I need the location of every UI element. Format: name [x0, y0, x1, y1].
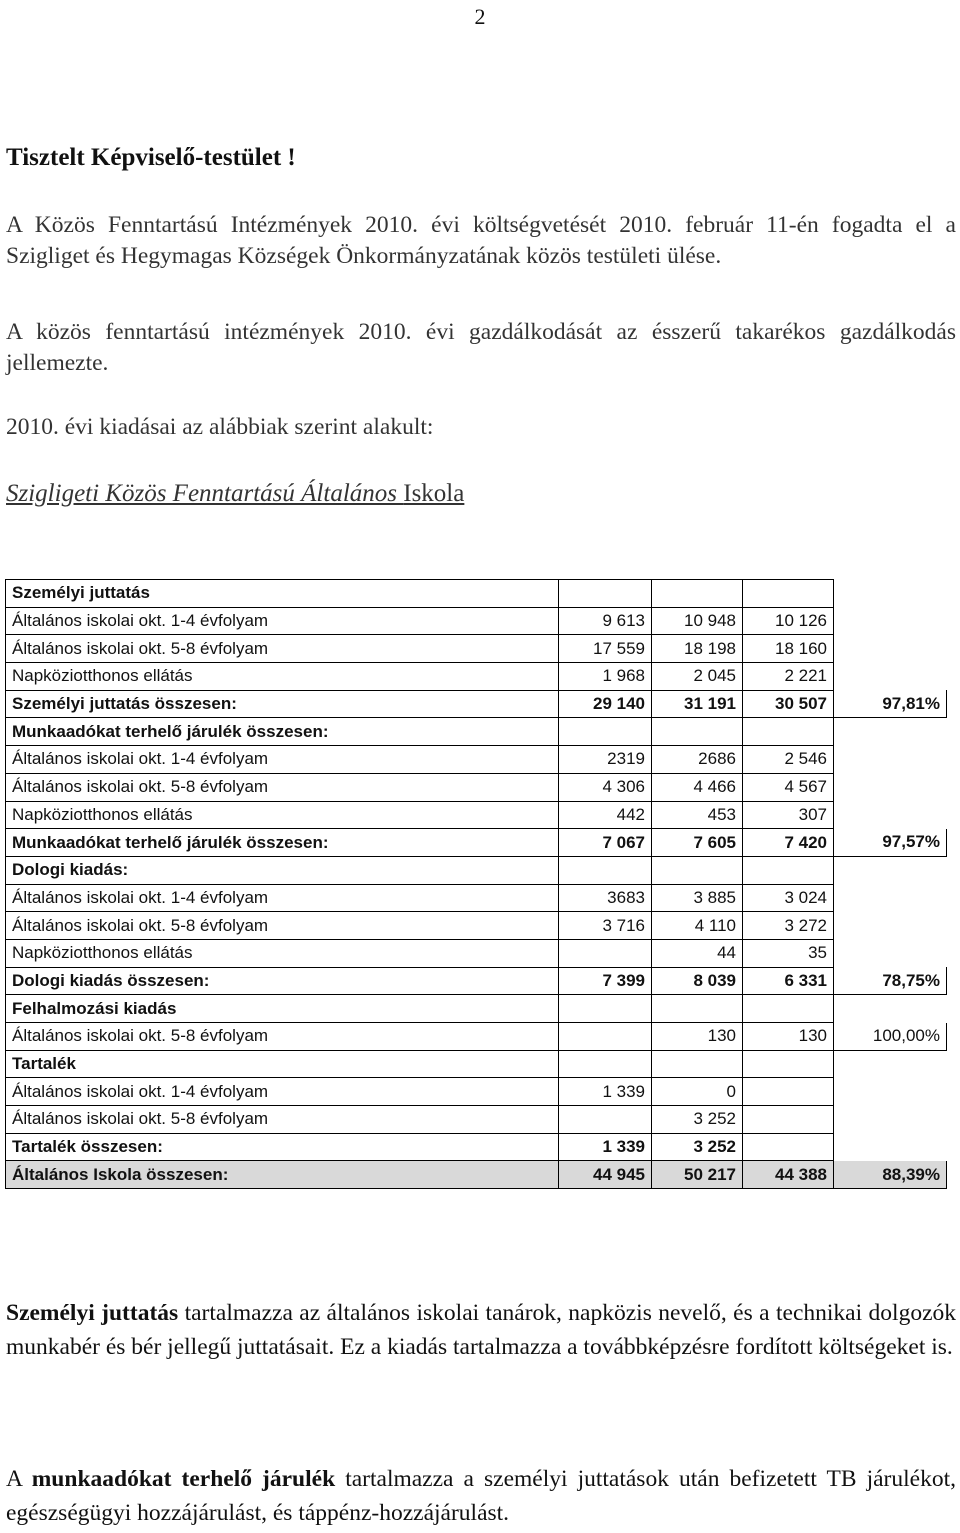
table-row — [6, 663, 947, 691]
cell-value-3: 4 567 — [743, 773, 834, 801]
cell-value-3: 2 546 — [743, 746, 834, 774]
cell-value-4 — [834, 884, 947, 912]
cell-value-1: 9 613 — [559, 607, 652, 635]
cell-value-4 — [834, 718, 947, 746]
row-label: Tartalék — [6, 1050, 559, 1078]
cell-value-3: 307 — [743, 801, 834, 829]
school-title-plain: Iskola — [403, 480, 465, 507]
table-row — [6, 884, 947, 912]
cell-value-3: 3 272 — [743, 912, 834, 940]
cell-value-3: 7 420 — [743, 829, 834, 857]
intro-paragraph-3: 2010. évi kiadásai az alábbiak szerint alakult: — [6, 414, 434, 440]
cell-value-3 — [743, 580, 834, 608]
cell-value-2: 7 605 — [652, 829, 743, 857]
cell-value-4: 78,75% — [834, 967, 947, 995]
cell-value-3: 18 160 — [743, 635, 834, 663]
cell-value-4 — [834, 801, 947, 829]
table-row — [6, 1050, 947, 1078]
cell-value-4 — [834, 773, 947, 801]
cell-value-4: 100,00% — [834, 1023, 947, 1051]
intro-paragraph-1: A Közös Fenntartású Intézmények 2010. évi költségvetését 2010. február 11-én fogadta el a Szigliget és Hegymagas Községek Önkormányzatának közös testületi ülése. — [6, 212, 956, 269]
cell-value-2: 3 252 — [652, 1133, 743, 1161]
table-row — [6, 912, 947, 940]
cell-value-2 — [652, 1050, 743, 1078]
row-label: Tartalék összesen: — [6, 1133, 559, 1161]
table-row — [6, 718, 947, 746]
cell-value-3: 44 388 — [743, 1161, 834, 1189]
explanation-contribution-term: munkaadókat terhelő járulék — [31, 1466, 336, 1492]
cell-value-3 — [743, 718, 834, 746]
row-label: Személyi juttatás — [6, 580, 559, 608]
cell-value-2: 2 045 — [652, 663, 743, 691]
table-row — [6, 746, 947, 774]
explanation-contribution — [6, 1462, 956, 1530]
cell-value-1 — [559, 718, 652, 746]
cell-value-1: 3 716 — [559, 912, 652, 940]
cell-value-1 — [559, 580, 652, 608]
cell-value-1: 44 945 — [559, 1161, 652, 1189]
cell-value-2: 130 — [652, 1023, 743, 1051]
cell-value-2: 2686 — [652, 746, 743, 774]
cell-value-2 — [652, 718, 743, 746]
row-label: Általános iskolai okt. 1-4 évfolyam — [6, 607, 559, 635]
cell-value-1: 1 339 — [559, 1078, 652, 1106]
cell-value-1 — [559, 1106, 652, 1134]
cell-value-4 — [834, 635, 947, 663]
cell-value-2: 50 217 — [652, 1161, 743, 1189]
row-label: Napköziotthonos ellátás — [6, 801, 559, 829]
table-row — [6, 829, 947, 857]
cell-value-2: 8 039 — [652, 967, 743, 995]
row-label: Napköziotthonos ellátás — [6, 663, 559, 691]
cell-value-4: 88,39% — [834, 1161, 947, 1189]
cell-value-1: 29 140 — [559, 690, 652, 718]
budget-table-body — [6, 580, 947, 1189]
cell-value-1 — [559, 1023, 652, 1051]
cell-value-1 — [559, 995, 652, 1023]
cell-value-1 — [559, 856, 652, 884]
explanation-personal-text: tartalmazza az általános iskolai tanárok, napközis nevelő, és a technikai dolgozók munkabér és bér jellegű juttatásait. Ez a kiadás tartalmazza a továbbképzésre fordított költségeket is. — [6, 1300, 957, 1360]
table-row — [6, 856, 947, 884]
cell-value-2: 10 948 — [652, 607, 743, 635]
row-label: Munkaadókat terhelő járulék összesen: — [6, 829, 559, 857]
cell-value-4 — [834, 856, 947, 884]
row-label: Általános iskolai okt. 5-8 évfolyam — [6, 912, 559, 940]
cell-value-2 — [652, 580, 743, 608]
cell-value-2: 3 885 — [652, 884, 743, 912]
row-label: Általános iskolai okt. 1-4 évfolyam — [6, 1078, 559, 1106]
table-row — [6, 967, 947, 995]
row-label: Munkaadókat terhelő járulék összesen: — [6, 718, 559, 746]
cell-value-3 — [743, 1050, 834, 1078]
intro-paragraph-2: A közös fenntartású intézmények 2010. évi gazdálkodását az ésszerű takarékos gazdálkodás jellemezte. — [6, 319, 956, 376]
cell-value-4 — [834, 1133, 947, 1161]
page-number: 2 — [474, 4, 486, 29]
cell-value-1: 442 — [559, 801, 652, 829]
school-title — [6, 480, 464, 508]
table-row — [6, 580, 947, 608]
cell-value-4 — [834, 1078, 947, 1106]
explanation-personal — [6, 1296, 956, 1364]
row-label: Általános iskolai okt. 1-4 évfolyam — [6, 746, 559, 774]
cell-value-4 — [834, 995, 947, 1023]
table-row — [6, 1106, 947, 1134]
row-label: Felhalmozási kiadás — [6, 995, 559, 1023]
row-label: Személyi juttatás összesen: — [6, 690, 559, 718]
table-row — [6, 1078, 947, 1106]
cell-value-1: 4 306 — [559, 773, 652, 801]
cell-value-2: 18 198 — [652, 635, 743, 663]
cell-value-3: 35 — [743, 939, 834, 967]
explanation-contribution-start: A — [6, 1466, 32, 1492]
cell-value-4 — [834, 939, 947, 967]
cell-value-2 — [652, 856, 743, 884]
cell-value-1: 7 067 — [559, 829, 652, 857]
cell-value-2: 453 — [652, 801, 743, 829]
row-label: Általános iskolai okt. 5-8 évfolyam — [6, 773, 559, 801]
cell-value-4 — [834, 1050, 947, 1078]
row-label: Általános iskolai okt. 5-8 évfolyam — [6, 1106, 559, 1134]
cell-value-2: 31 191 — [652, 690, 743, 718]
cell-value-3: 30 507 — [743, 690, 834, 718]
school-title-italic: Szigligeti Közös Fenntartású Általános — [6, 480, 397, 507]
cell-value-2: 4 466 — [652, 773, 743, 801]
explanation-contribution-text: tartalmazza a személyi juttatások után befizetett TB járulékot, egészségügyi hozzájárulást, és táppénz-hozzájárulást. — [6, 1466, 956, 1526]
row-label: Dologi kiadás: — [6, 856, 559, 884]
cell-value-1: 17 559 — [559, 635, 652, 663]
cell-value-4 — [834, 663, 947, 691]
cell-value-3 — [743, 995, 834, 1023]
cell-value-2: 44 — [652, 939, 743, 967]
cell-value-3: 6 331 — [743, 967, 834, 995]
table-row — [6, 1023, 947, 1051]
cell-value-4: 97,81% — [834, 690, 947, 718]
cell-value-2: 4 110 — [652, 912, 743, 940]
table-row — [6, 690, 947, 718]
cell-value-4 — [834, 580, 947, 608]
row-label: Általános Iskola összesen: — [6, 1161, 559, 1189]
cell-value-2 — [652, 995, 743, 1023]
explanation-personal-term: Személyi juttatás — [6, 1300, 179, 1326]
cell-value-1 — [559, 1050, 652, 1078]
row-label: Általános iskolai okt. 1-4 évfolyam — [6, 884, 559, 912]
cell-value-1: 1 339 — [559, 1133, 652, 1161]
cell-value-3: 130 — [743, 1023, 834, 1051]
table-row — [6, 635, 947, 663]
cell-value-1: 7 399 — [559, 967, 652, 995]
cell-value-4 — [834, 912, 947, 940]
table-row — [6, 801, 947, 829]
cell-value-1: 3683 — [559, 884, 652, 912]
cell-value-1: 1 968 — [559, 663, 652, 691]
cell-value-3 — [743, 1133, 834, 1161]
table-row — [6, 607, 947, 635]
budget-table — [5, 579, 947, 1189]
row-label: Általános iskolai okt. 5-8 évfolyam — [6, 635, 559, 663]
row-label: Dologi kiadás összesen: — [6, 967, 559, 995]
cell-value-2: 0 — [652, 1078, 743, 1106]
table-row — [6, 773, 947, 801]
cell-value-2: 3 252 — [652, 1106, 743, 1134]
table-row — [6, 1133, 947, 1161]
cell-value-3: 2 221 — [743, 663, 834, 691]
greeting-heading: Tisztelt Képviselő-testület ! — [6, 144, 296, 171]
table-row — [6, 939, 947, 967]
row-label: Általános iskolai okt. 5-8 évfolyam — [6, 1023, 559, 1051]
cell-value-3: 10 126 — [743, 607, 834, 635]
cell-value-3 — [743, 1078, 834, 1106]
cell-value-3: 3 024 — [743, 884, 834, 912]
cell-value-3 — [743, 1106, 834, 1134]
table-row — [6, 995, 947, 1023]
row-label: Napköziotthonos ellátás — [6, 939, 559, 967]
cell-value-4: 97,57% — [834, 829, 947, 857]
cell-value-1: 2319 — [559, 746, 652, 774]
table-row — [6, 1161, 947, 1189]
cell-value-4 — [834, 607, 947, 635]
cell-value-4 — [834, 1106, 947, 1134]
cell-value-1 — [559, 939, 652, 967]
cell-value-4 — [834, 746, 947, 774]
cell-value-3 — [743, 856, 834, 884]
